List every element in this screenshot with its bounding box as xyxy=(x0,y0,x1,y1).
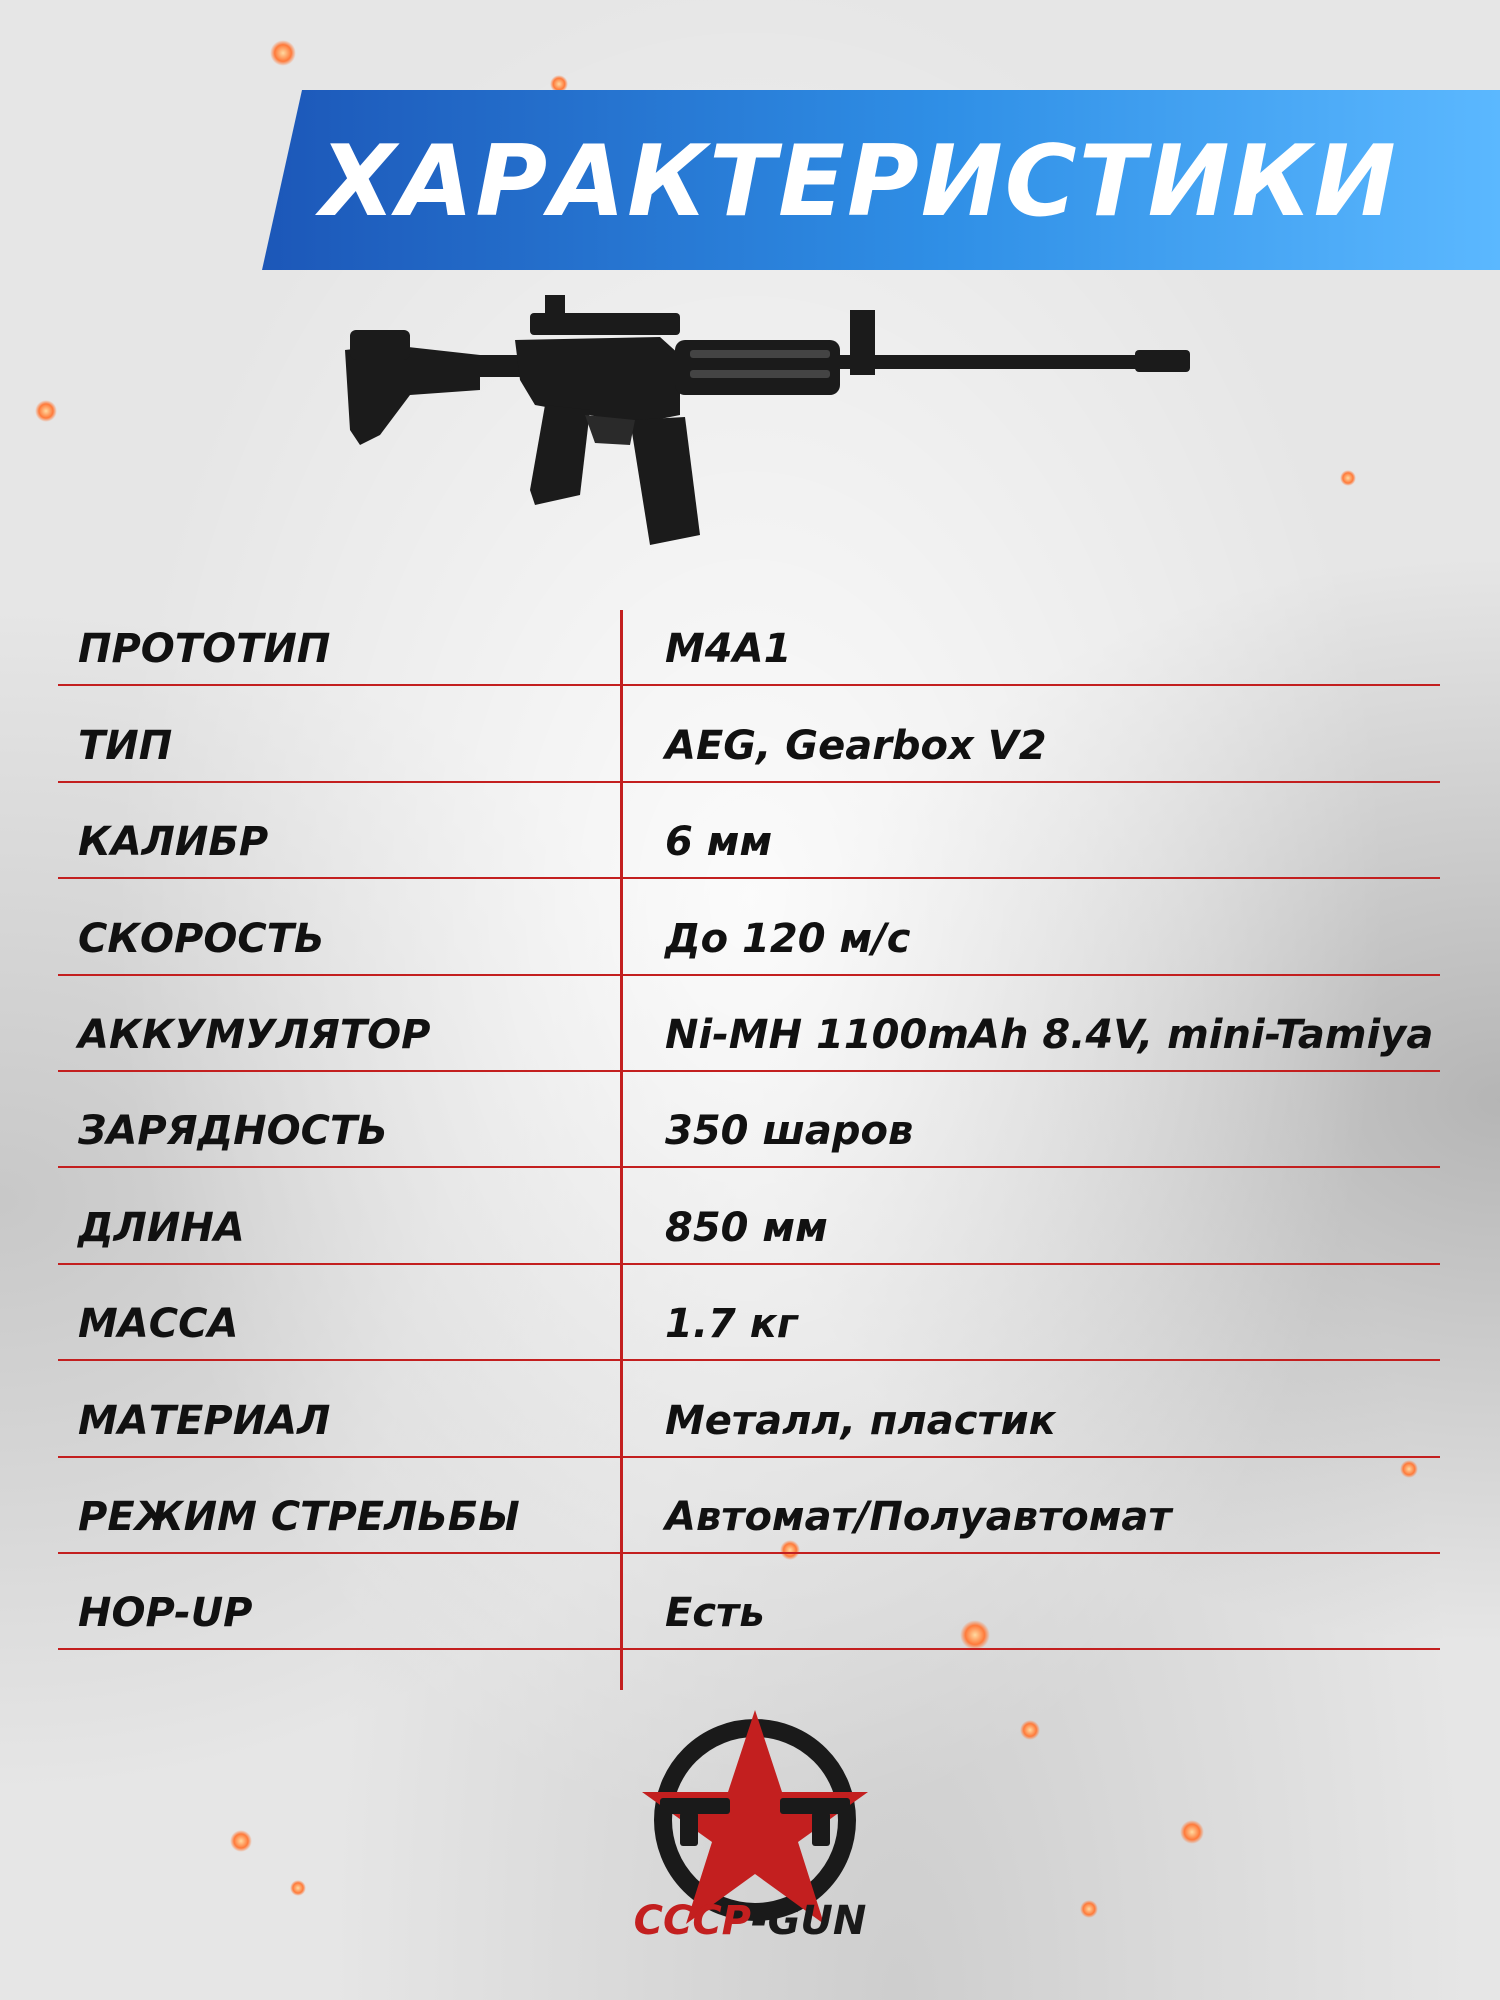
table-row xyxy=(58,879,1440,975)
table-row xyxy=(58,590,1440,686)
spec-value: Есть xyxy=(665,1590,765,1637)
specs-table xyxy=(58,590,1440,1650)
page-title: ХАРАКТЕРИСТИКИ xyxy=(320,125,1398,239)
spec-value: 350 шаров xyxy=(665,1108,914,1155)
spec-label: HOP-UP xyxy=(78,1590,253,1637)
spark-decoration xyxy=(1080,1900,1098,1918)
spec-label: СКОРОСТЬ xyxy=(78,915,325,962)
spec-label: ТИП xyxy=(78,722,173,769)
spark-decoration xyxy=(1180,1820,1204,1844)
table-row xyxy=(58,1458,1440,1554)
spark-decoration xyxy=(270,40,296,66)
rifle-m4a1-image xyxy=(330,295,1210,565)
table-row xyxy=(58,1265,1440,1361)
brand-name xyxy=(600,1898,900,1944)
brand-name-part1: СССР xyxy=(633,1898,751,1944)
spark-decoration xyxy=(230,1830,252,1852)
spark-decoration xyxy=(1020,1720,1040,1740)
table-row xyxy=(58,686,1440,782)
spec-label: МАССА xyxy=(78,1301,239,1348)
table-row xyxy=(58,783,1440,879)
spec-label: ПРОТОТИП xyxy=(78,626,331,673)
spark-decoration xyxy=(290,1880,306,1896)
spec-label: ДЛИНА xyxy=(78,1204,245,1251)
spec-value: Автомат/Полуавтомат xyxy=(665,1493,1172,1540)
table-row xyxy=(58,1554,1440,1650)
spec-label: КАЛИБР xyxy=(78,819,269,866)
spec-value: Металл, пластик xyxy=(665,1397,1056,1444)
spec-value: 6 мм xyxy=(665,819,773,866)
table-row xyxy=(58,976,1440,1072)
brand-name-part2: -GUN xyxy=(751,1898,867,1944)
spec-value: Ni-MH 1100mAh 8.4V, mini-Tamiya xyxy=(665,1011,1434,1058)
spec-label: АККУМУЛЯТОР xyxy=(78,1011,431,1058)
table-row xyxy=(58,1072,1440,1168)
spec-label: МАТЕРИАЛ xyxy=(78,1397,331,1444)
spec-value: AEG, Gearbox V2 xyxy=(665,722,1047,769)
spark-decoration xyxy=(35,400,57,422)
spark-decoration xyxy=(1340,470,1356,486)
spec-label: ЗАРЯДНОСТЬ xyxy=(78,1108,388,1155)
spec-value: До 120 м/с xyxy=(665,915,911,962)
spec-label: РЕЖИМ СТРЕЛЬБЫ xyxy=(78,1493,520,1540)
spec-value: M4A1 xyxy=(665,626,792,673)
table-row xyxy=(58,1361,1440,1457)
table-row xyxy=(58,1168,1440,1264)
spec-value: 850 мм xyxy=(665,1204,828,1251)
spec-value: 1.7 кг xyxy=(665,1301,798,1348)
